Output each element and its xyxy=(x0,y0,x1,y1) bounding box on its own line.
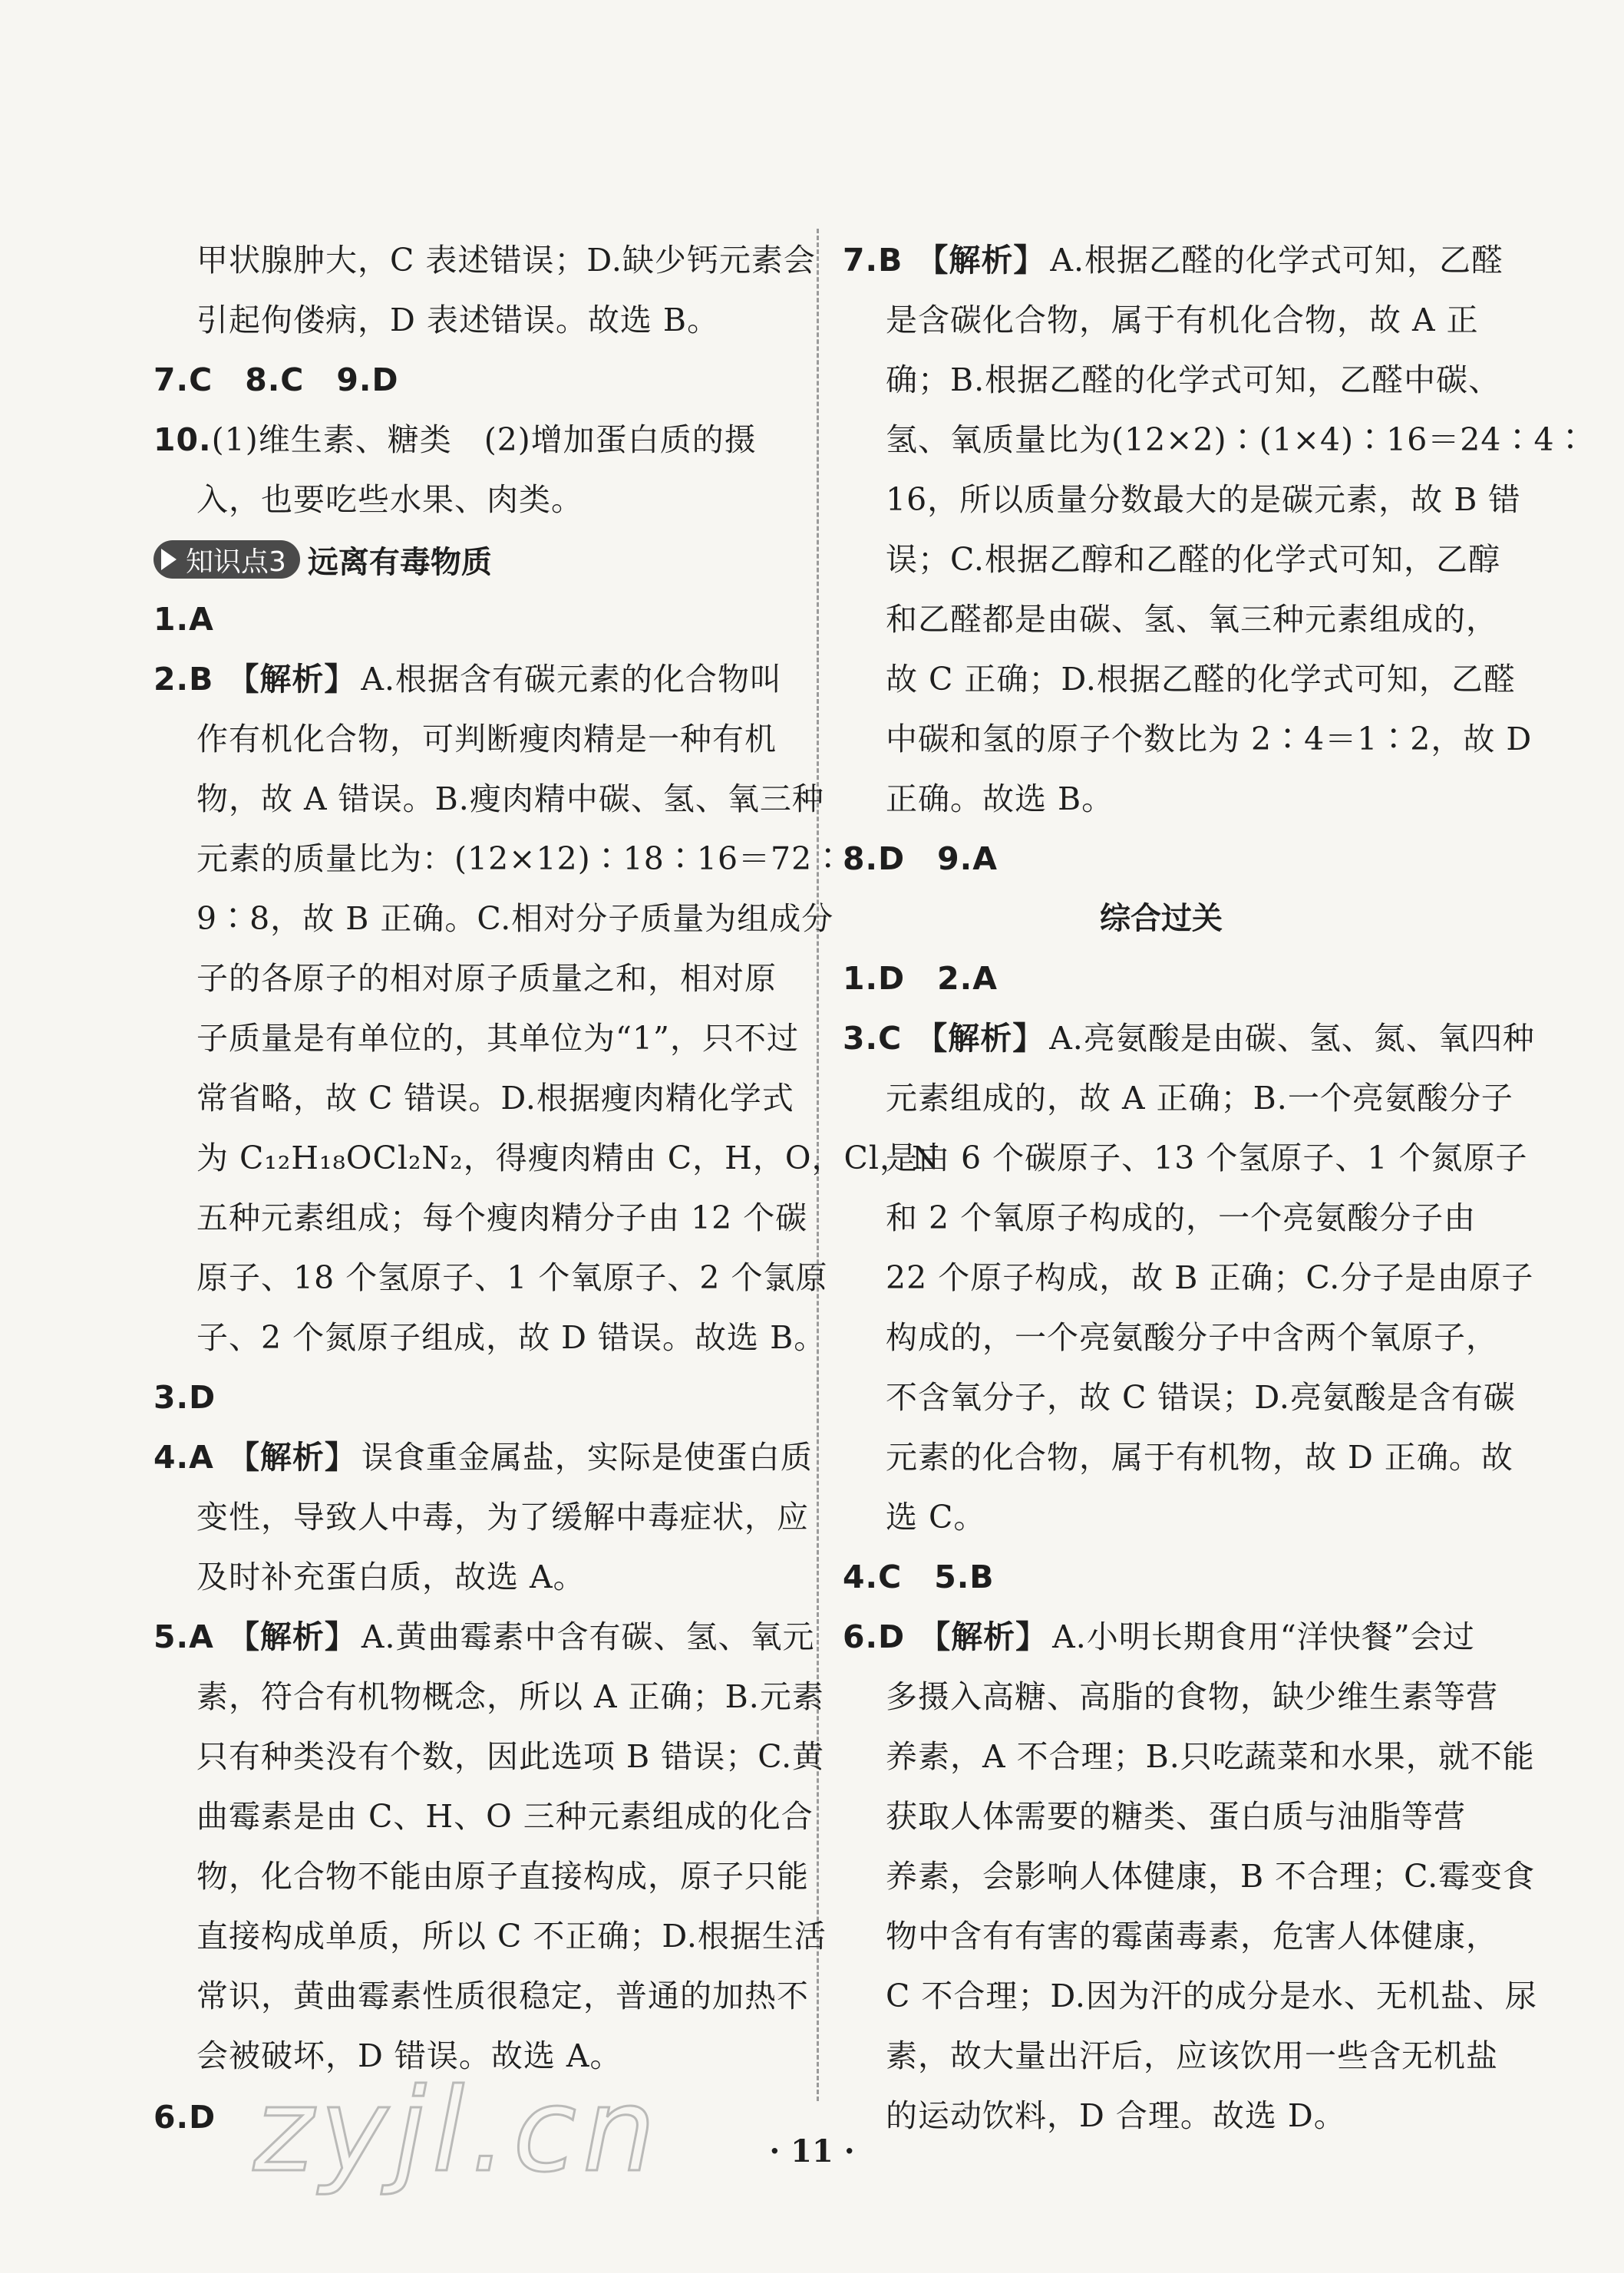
answer-line: 1.D 2.A xyxy=(843,960,998,997)
analysis-text: A.亮氨酸是由碳、氢、氮、氧四种 xyxy=(1049,1020,1535,1057)
text-line: 直接构成单质，所以 C 不正确；D.根据生活 xyxy=(196,1918,827,1955)
analysis-text: A.根据乙醛的化学式可知，乙醛 xyxy=(1050,242,1504,279)
text-line: 作有机化合物，可判断瘦肉精是一种有机 xyxy=(196,721,777,757)
text-line: 构成的，一个亮氨酸分子中含两个氧原子， xyxy=(886,1319,1498,1356)
text-line: 入，也要吃些水果、肉类。 xyxy=(196,481,583,518)
text-line: 变性，导致人中毒，为了缓解中毒症状，应 xyxy=(196,1499,809,1536)
answer-line: 6.D xyxy=(153,2099,216,2136)
question-6 xyxy=(843,1607,1475,1667)
text-line: 物，化合物不能由原子直接构成，原子只能 xyxy=(196,1858,809,1895)
text-line: 素，符合有机物概念，所以 A 正确；B.元素 xyxy=(196,1678,824,1715)
text-line: 多摄入高糖、高脂的食物，缺少维生素等营 xyxy=(886,1678,1498,1715)
section-title: 远离有毒物质 xyxy=(307,544,492,580)
text-line: 曲霉素是由 C、H、O 三种元素组成的化合 xyxy=(196,1798,814,1835)
question-10 xyxy=(153,410,757,470)
text-line: 子质量是有单位的，其单位为“1”，只不过 xyxy=(196,1020,800,1057)
question-number: 4.A xyxy=(153,1439,214,1476)
text-line: 9∶8，故 B 正确。C.相对分子质量为组成分 xyxy=(196,900,834,937)
play-arrow-icon xyxy=(161,549,177,570)
text-line: 物中含有有害的霉菌毒素，危害人体健康， xyxy=(886,1918,1498,1955)
answer-line: 7.C 8.C 9.D xyxy=(153,361,399,398)
answer-line: 4.C 5.B xyxy=(843,1559,995,1595)
text-line: 甲状腺肿大，C 表述错误；D.缺少钙元素会 xyxy=(196,242,816,279)
text-line: 元素的化合物，属于有机物，故 D 正确。故 xyxy=(886,1439,1513,1476)
watermark-logo: zyjl.cn xyxy=(253,2064,662,2198)
text-line: 常识，黄曲霉素性质很稳定，普通的加热不 xyxy=(196,1978,809,2014)
text-line: 氢、氧质量比为(12×2)∶(1×4)∶16＝24∶4∶ xyxy=(886,421,1587,458)
text-line: 养素，A 不合理；B.只吃蔬菜和水果，就不能 xyxy=(886,1738,1535,1775)
text-line: 会被破坏，D 错误。故选 A。 xyxy=(196,2037,622,2074)
text-line: 子的各原子的相对原子质量之和，相对原 xyxy=(196,960,777,997)
text-line: 22 个原子构成，故 B 正确；C.分子是由原子 xyxy=(886,1259,1534,1296)
text-line: 引起佝偻病，D 表述错误。故选 B。 xyxy=(196,302,720,338)
text-line: 16，所以质量分数最大的是碳元素，故 B 错 xyxy=(886,481,1521,518)
section-heading: 综合过关 xyxy=(1100,901,1223,936)
text-line: 确；B.根据乙醛的化学式可知，乙醛中碳、 xyxy=(886,361,1501,398)
text-line: 误；C.根据乙醇和乙醛的化学式可知，乙醇 xyxy=(886,541,1500,578)
text-line: 物，故 A 错误。B.瘦肉精中碳、氢、氧三种 xyxy=(196,780,824,817)
text-line: 是由 6 个碳原子、13 个氢原子、1 个氮原子 xyxy=(886,1140,1528,1176)
analysis-tag: 【解析】 xyxy=(916,1020,1045,1057)
question-number: 6.D xyxy=(843,1618,906,1655)
analysis-tag: 【解析】 xyxy=(227,1439,357,1476)
question-4 xyxy=(153,1427,813,1487)
answer-line: 8.D 9.A xyxy=(843,840,998,877)
text-line: 子、2 个氮原子组成，故 D 错误。故选 B。 xyxy=(196,1319,827,1356)
question-number: 10. xyxy=(153,421,212,458)
analysis-text: A.黄曲霉素中含有碳、氢、氧元 xyxy=(361,1618,815,1655)
text-line: 中碳和氢的原子个数比为 2∶4＝1∶2，故 D xyxy=(886,721,1533,757)
question-3 xyxy=(843,1008,1535,1068)
text-line: 元素组成的，故 A 正确；B.一个亮氨酸分子 xyxy=(886,1080,1513,1117)
text-line: 原子、18 个氢原子、1 个氧原子、2 个氯原 xyxy=(196,1259,828,1296)
section-pill xyxy=(153,540,300,579)
text-line: 获取人体需要的糖类、蛋白质与油脂等营 xyxy=(886,1798,1466,1835)
analysis-text: A.小明长期食用“洋快餐”会过 xyxy=(1052,1618,1475,1655)
analysis-text: A.根据含有碳元素的化合物叫 xyxy=(361,661,782,698)
text-line: 的运动饮料，D 合理。故选 D。 xyxy=(886,2097,1346,2134)
text-line: 五种元素组成；每个瘦肉精分子由 12 个碳 xyxy=(196,1199,808,1236)
text-line: 选 C。 xyxy=(886,1499,986,1536)
question-number: 3.C xyxy=(843,1020,903,1057)
analysis-tag: 【解析】 xyxy=(227,1618,357,1655)
text-line: 和 2 个氧原子构成的，一个亮氨酸分子由 xyxy=(886,1199,1477,1236)
answer-text: (1)维生素、糖类 (2)增加蛋白质的摄 xyxy=(211,421,757,458)
question-number: 7.B xyxy=(843,242,903,279)
section-header xyxy=(153,529,492,589)
question-5 xyxy=(153,1607,814,1667)
text-line: 故 C 正确；D.根据乙醛的化学式可知，乙醛 xyxy=(886,661,1516,698)
text-line: 素，故大量出汗后，应该饮用一些含无机盐 xyxy=(886,2037,1498,2074)
analysis-tag: 【解析】 xyxy=(916,242,1046,279)
analysis-tag: 【解析】 xyxy=(919,1618,1048,1655)
question-number: 2.B xyxy=(153,661,214,698)
text-line: C 不合理；D.因为汗的成分是水、无机盐、尿 xyxy=(886,1978,1537,2014)
text-line: 不含氧分子，故 C 错误；D.亮氨酸是含有碳 xyxy=(886,1379,1516,1416)
text-line: 和乙醛都是由碳、氢、氧三种元素组成的， xyxy=(886,601,1498,638)
text-line: 只有种类没有个数，因此选项 B 错误；C.黄 xyxy=(196,1738,825,1775)
answer-line: 1.A xyxy=(153,601,214,638)
answer-line: 3.D xyxy=(153,1379,216,1416)
analysis-tag: 【解析】 xyxy=(227,661,357,698)
question-number: 5.A xyxy=(153,1618,214,1655)
question-2 xyxy=(153,649,782,709)
text-line: 养素，会影响人体健康，B 不合理；C.霉变食 xyxy=(886,1858,1536,1895)
text-line: 是含碳化合物，属于有机化合物，故 A 正 xyxy=(886,302,1479,338)
text-line: 常省略，故 C 错误。D.根据瘦肉精化学式 xyxy=(196,1080,794,1117)
question-7 xyxy=(843,230,1504,290)
section-pill-label: 知识点3 xyxy=(186,546,286,578)
text-line: 为 C₁₂H₁₈OCl₂N₂，得瘦肉精由 C，H，O，Cl，N xyxy=(196,1140,940,1176)
text-line: 元素的质量比为：(12×12)∶18∶16＝72∶ xyxy=(196,840,845,877)
analysis-text: 误食重金属盐，实际是使蛋白质 xyxy=(361,1439,813,1476)
text-line: 及时补充蛋白质，故选 A。 xyxy=(196,1559,586,1595)
text-line: 正确。故选 B。 xyxy=(886,780,1114,817)
page-number: · 11 · xyxy=(769,2133,855,2169)
